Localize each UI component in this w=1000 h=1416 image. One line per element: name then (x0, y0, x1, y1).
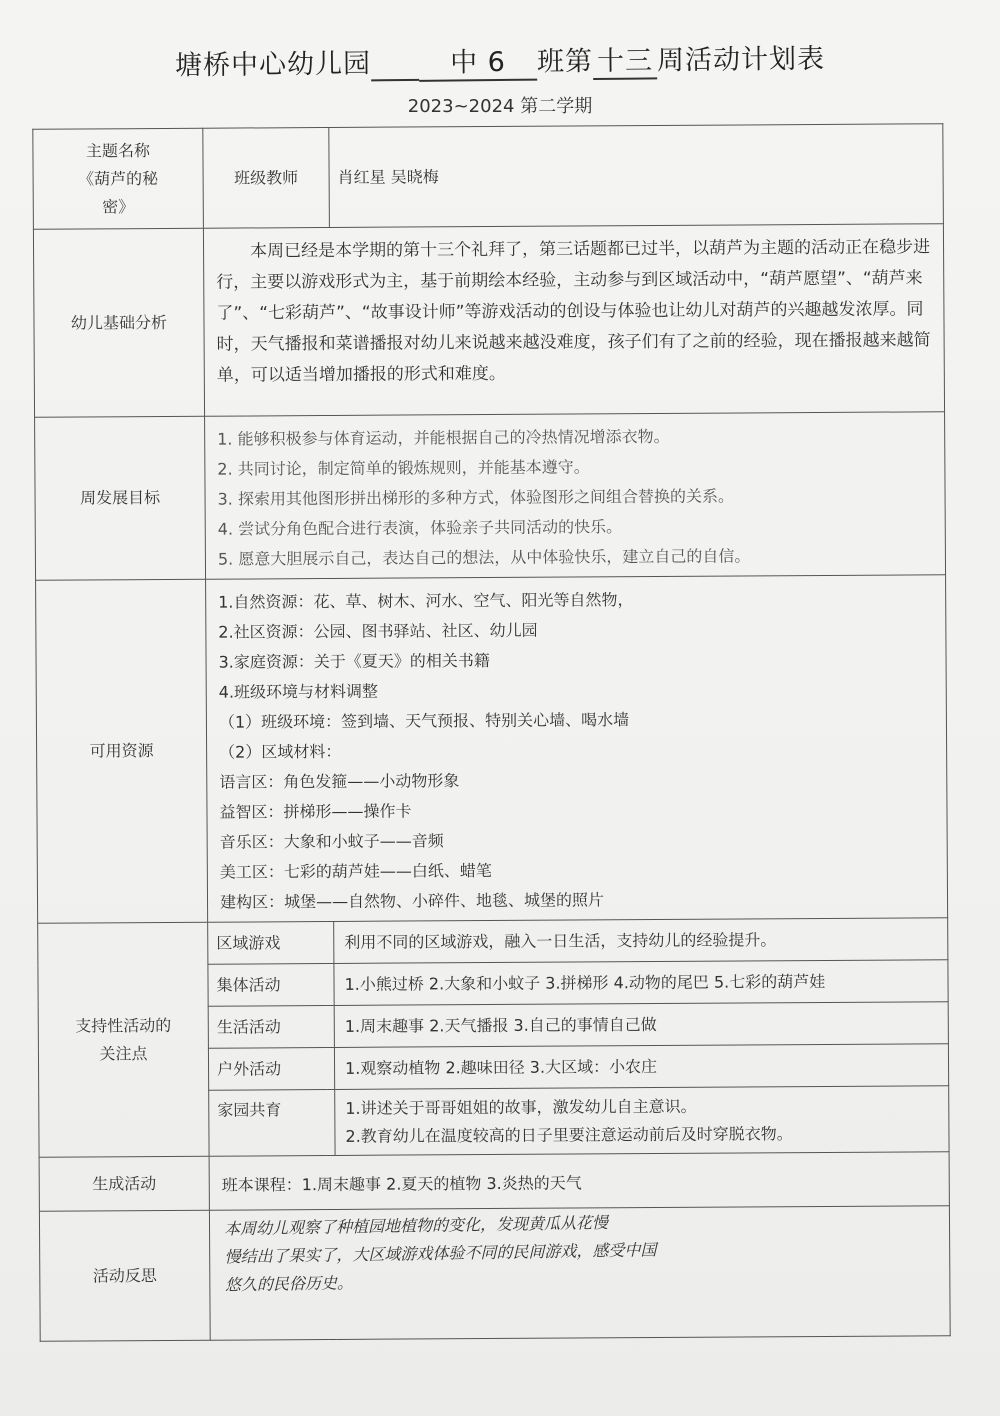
resources-row (36, 575, 948, 924)
resource-item: 4.班级环境与材料调整 (218, 681, 379, 702)
weekly-plan-table (32, 123, 950, 1342)
resource-item: （1）班级环境：签到墙、天气预报、特别关心墙、喝水墙 (218, 710, 630, 732)
resource-item: 1.自然资源：花、草、树木、河水、空气、阳光等自然物， (218, 590, 634, 612)
support-item-value: 1.观察动植物 2.趣味田径 3.大区域：小农庄 (334, 1044, 948, 1090)
reflection-row (39, 1206, 950, 1342)
resource-item: 2.社区资源：公园、图书驿站、社区、幼儿园 (218, 620, 538, 642)
week-number: 十三 (593, 38, 657, 80)
generated-label: 生成活动 (39, 1156, 209, 1211)
blank-line (371, 48, 419, 82)
goal-item: 1. 能够积极参与体育运动，并能根据自己的冷热情况增添衣物。 (217, 426, 670, 449)
resource-item: 美工区：七彩的葫芦娃——白纸、蜡笔 (219, 861, 492, 882)
page-title (0, 35, 1000, 86)
support-item-name: 集体活动 (208, 963, 334, 1006)
analysis-text: 本周已经是本学期的第十三个礼拜了，第三话题都已过半，以葫芦为主题的活动正在稳步进行，主要以游戏形式为主，基于前期绘本经验，主动参与到区域活动中，“葫芦愿望”、“葫芦来了”、“七彩葫芦”、“故事设计师”等游戏活动的创设与体验也让幼儿对葫芦的兴趣越发浓厚。同时，天气播报和菜谱播报对幼儿来说越来越没难度，孩子们有了之前的经验，现在播报越来越简单，可以适当增加播报的形式和难度。 (216, 237, 931, 386)
home-item: 1.讲述关于哥哥姐姐的故事，激发幼儿自主意识。 (345, 1096, 697, 1118)
analysis-label: 幼儿基础分析 (33, 228, 204, 417)
goals-label: 周发展目标 (35, 416, 206, 580)
theme-label: 主题名称 《葫芦的秘 密》 (33, 128, 204, 229)
goal-item: 5. 愿意大胆展示自己，表达自己的想法，从中体验快乐，建立自己的自信。 (217, 546, 751, 569)
handwritten-reflection: 本周幼儿观察了种植园地植物的变化，发现黄瓜从花慢 慢结出了果实了，大区域游戏体验不同的民间游戏，感受中国 悠久的民俗历史。 (209, 1202, 951, 1344)
support-item-value: 1.周末趣事 2.天气播报 3.自己的事情自己做 (334, 1002, 948, 1048)
support-item-name: 家园共育 (209, 1089, 335, 1156)
resources-label: 可用资源 (36, 579, 208, 923)
reflection-label: 活动反思 (39, 1210, 210, 1341)
resource-item: 3.家庭资源：关于《夏天》的相关书籍 (218, 651, 490, 672)
support-item-value: 利用不同的区域游戏，融入一日生活，支持幼儿的经验提升。 (334, 918, 948, 964)
generated-text: 班本课程：1.周末趣事 2.夏天的植物 3.炎热的天气 (221, 1172, 582, 1195)
teacher-label: 班级教师 (203, 127, 330, 228)
support-item-value: 1.小熊过桥 2.大象和小蚊子 3.拼梯形 4.动物的尾巴 5.七彩的葫芦娃 (334, 960, 948, 1006)
support-item-name: 户外活动 (208, 1047, 334, 1090)
resource-item: 建构区：城堡——自然物、小碎件、地毯、城堡的照片 (219, 890, 605, 912)
goal-item: 4. 尝试分角色配合进行表演，体验亲子共同活动的快乐。 (217, 517, 623, 539)
week-suffix: 周活动计划表 (656, 43, 826, 77)
support-row-area-games (38, 918, 948, 966)
resource-item: （2）区域材料： (219, 741, 342, 762)
class-suffix: 班第 (536, 46, 594, 78)
support-item-name: 区域游戏 (208, 921, 334, 964)
goal-item: 3. 探索用其他图形拼出梯形的多种方式，体验图形之间组合替换的关系。 (217, 486, 734, 509)
analysis-row (33, 224, 944, 418)
school-name: 塘桥中心幼儿园 (174, 48, 372, 82)
home-item: 2.教育幼儿在温度较高的日子里要注意运动前后及时穿脱衣物。 (345, 1123, 793, 1146)
generated-row (39, 1152, 949, 1212)
term-subtitle: 2023~2024 第二学期 (407, 96, 593, 117)
resource-item: 音乐区：大象和小蚊子——音频 (219, 831, 444, 852)
resource-item: 语言区：角色发箍——小动物形象 (219, 771, 460, 792)
goals-row (35, 412, 946, 581)
goal-item: 2. 共同讨论，制定简单的锻炼规则，并能基本遵守。 (217, 457, 590, 479)
support-item-name: 生活活动 (208, 1005, 334, 1048)
teacher-names: 肖红星 吴晓梅 (329, 124, 944, 228)
theme-row (33, 124, 944, 230)
resource-item: 益智区：拼梯形——操作卡 (219, 801, 412, 822)
class-name: 中 6 (419, 40, 537, 82)
support-label: 支持性活动的 关注点 (38, 922, 209, 1157)
